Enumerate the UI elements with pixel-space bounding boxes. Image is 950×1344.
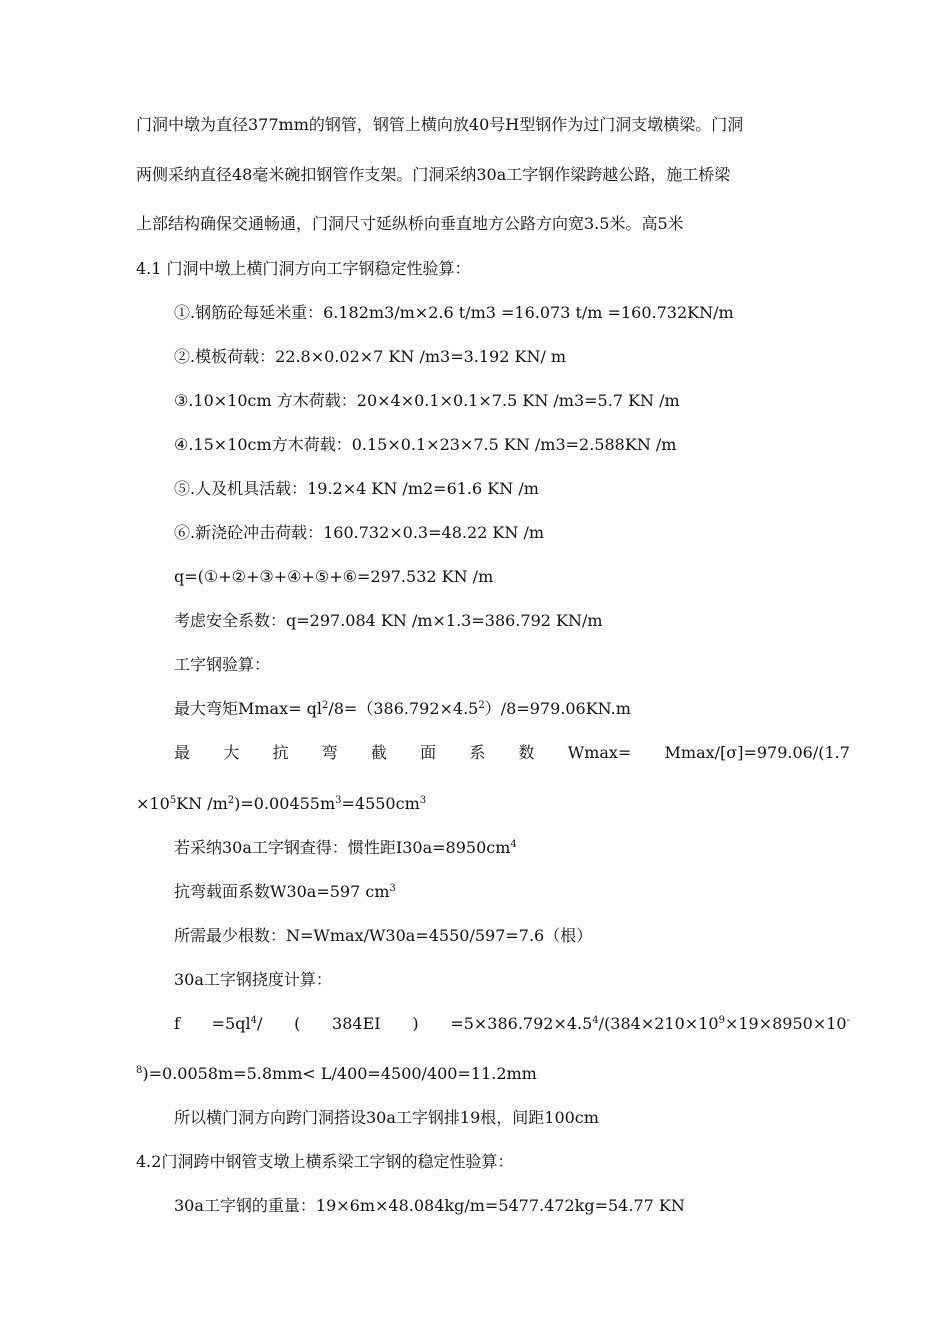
section-4-1-heading: 4.1 门洞中墩上横门洞方向工字钢稳定性验算： — [136, 259, 471, 278]
w-word: Mmax/[σ]=979.06/(1.7 — [664, 743, 850, 762]
beam-weight: 30a工字钢的重量：19×6m×48.084kg/m=5477.472kg=54.77 KN — [174, 1196, 685, 1215]
load-sum: q=(①+②+③+④+⑤+⑥=297.532 KN /m — [174, 567, 494, 586]
section-4-2-heading: 4.2门洞跨中钢管支墩上横系梁工字钢的稳定性验算： — [136, 1152, 514, 1171]
intro-line-3: 上部结构确保交通畅通，门洞尺寸延纵桥向垂直地方公路方向宽3.5米。高5米 — [136, 214, 684, 233]
w-word: 数 — [518, 743, 535, 762]
w-word: 最 — [174, 743, 191, 762]
moment-of-inertia: 若采纳30a工字钢查得：惯性距$I30a=8950cm^4$ — [174, 838, 517, 857]
safety-factor: 考虑安全系数：q=297.084 KN /m×1.3=386.792 KN/m — [174, 611, 603, 630]
load-item-1: ①.钢筋砼每延米重：6.182m3/m×2.6 t/m3 =16.073 t/m =160.732KN/m — [174, 303, 734, 322]
w-word: 系 — [469, 743, 486, 762]
min-count: 所需最少根数：N=Wmax/W30a=4550/597=7.6（根） — [174, 926, 593, 945]
section-modulus-continued: $\times 10^5KN$ $/m^2)=0.00455m^3=4550cm^3$ — [136, 794, 427, 813]
section-modulus-line — [174, 743, 850, 763]
load-item-3: ③.10×10cm 方木荷载：20×4×0.1×0.1×7.5 KN /m3=5.7 KN /m — [174, 391, 680, 410]
i-beam-check-title: 工字钢验算： — [174, 655, 271, 674]
intro-line-2: 两侧采纳直径48毫米碗扣钢管作支架。门洞采纳30a工字钢作梁跨越公路，施工桥梁 — [136, 165, 731, 184]
load-item-6: ⑥.新浇砼冲击荷载：160.732×0.3=48.22 KN /m — [174, 523, 545, 542]
w-word: 面 — [420, 743, 437, 762]
deflection-formula: f $=5ql^4/$ ( 384EI ) $=5\times 386.792\times 4.5^4/(384\times 210\times 10^9\times 19\times 8950\times 10^-$ — [174, 1014, 850, 1033]
max-moment: 最大弯矩$Mmax= ql^2/8=(386.792\times 4.5^2)/8=979.06KN.m$ — [174, 699, 631, 718]
deflection-title: 30a工字钢挠度计算： — [174, 970, 332, 989]
intro-line-1: 门洞中墩为直径377mm的钢管，钢管上横向放40号H型钢作为过门洞支墩横梁。门洞 — [136, 115, 744, 134]
load-item-5: ⑤.人及机具活载：19.2×4 KN /m2=61.6 KN /m — [174, 479, 539, 498]
load-item-4: ④.15×10cm方木荷载：0.15×0.1×23×7.5 KN /m3=2.588KN /m — [174, 435, 677, 454]
w-word: Wmax= — [567, 743, 632, 762]
w-word: 大 — [223, 743, 240, 762]
deflection-continued: $^8$)=0.0058m=5.8mm< L/400=4500/400=11.2mm — [136, 1064, 537, 1083]
conclusion: 所以横门洞方向跨门洞搭设30a工字钢排19根，间距100cm — [174, 1108, 599, 1127]
w30a-modulus: 抗弯载面系数W30a=597 $cm^3$ — [174, 882, 396, 901]
load-item-2: ②.模板荷载：22.8×0.02×7 KN /m3=3.192 KN/ m — [174, 347, 567, 366]
w-word: 弯 — [321, 743, 338, 762]
w-word: 截 — [370, 743, 387, 762]
w-word: 抗 — [272, 743, 289, 762]
